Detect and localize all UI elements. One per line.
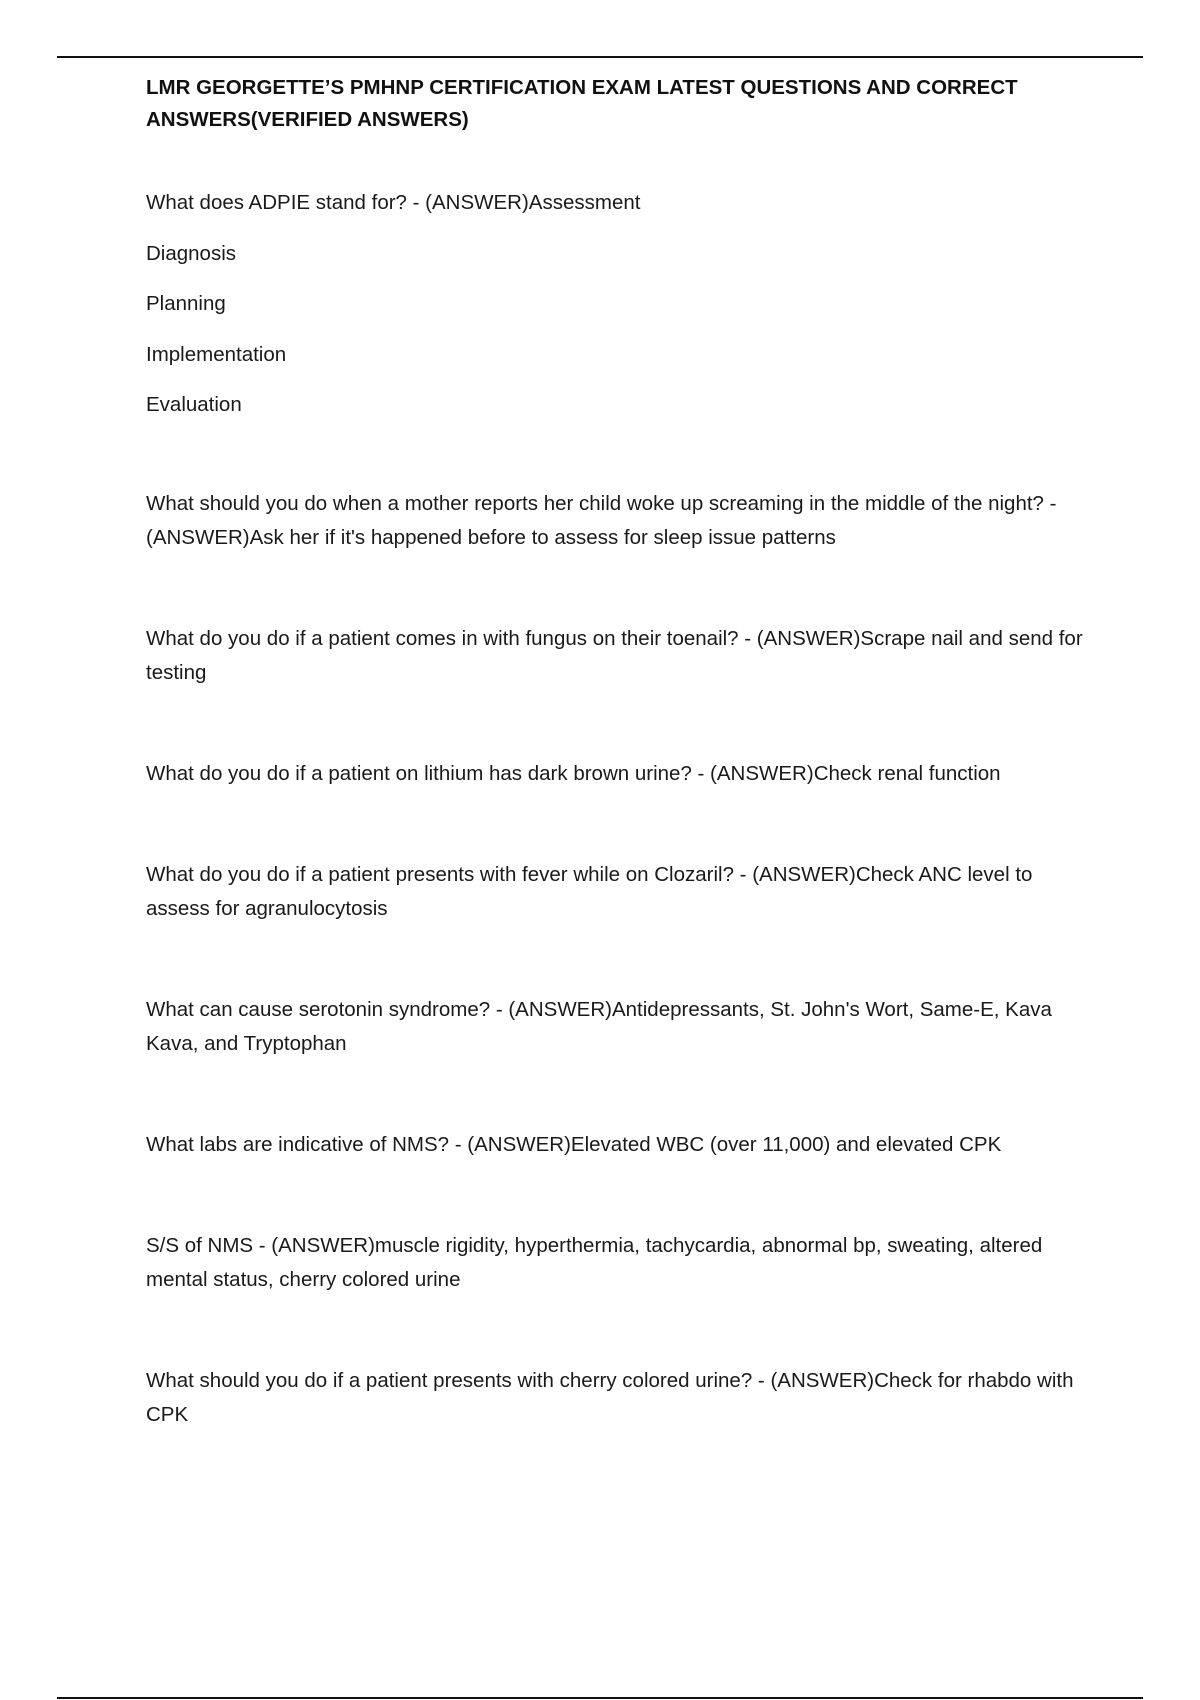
qa-item — [146, 1128, 1086, 1162]
document-title: LMR GEORGETTE’S PMHNP CERTIFICATION EXAM LATEST QUESTIONS AND CORRECT ANSWERS(VERIFIED ANSWERS) — [146, 76, 1018, 131]
qa-item — [146, 1229, 1086, 1297]
qa-text: What can cause serotonin syndrome? - (ANSWER)Antidepressants, St. John's Wort, Same-E, Kava Kava, and Tryptophan — [146, 998, 1052, 1055]
footer-rule — [57, 1697, 1143, 1699]
qa-text: What should you do when a mother reports her child woke up screaming in the middle of the night? - (ANSWER)Ask her if it's happened before to assess for sleep issue patterns — [146, 492, 1057, 549]
qa-line: Diagnosis — [146, 241, 237, 265]
qa-text: What do you do if a patient comes in with fungus on their toenail? - (ANSWER)Scrape nail and send for testing — [146, 627, 1083, 684]
qa-text: What should you do if a patient presents with cherry colored urine? - (ANSWER)Check for rhabdo with CPK — [146, 1369, 1074, 1426]
qa-item — [146, 993, 1086, 1061]
qa-text: What labs are indicative of NMS? - (ANSWER)Elevated WBC (over 11,000) and elevated CPK — [146, 1133, 1002, 1156]
qa-item-adpie — [146, 186, 1086, 422]
qa-text: What do you do if a patient presents with fever while on Clozaril? - (ANSWER)Check ANC level to assess for agranulocytosis — [146, 863, 1033, 920]
document-body — [146, 72, 1086, 1432]
header-rule — [57, 56, 1143, 58]
qa-line: Planning — [146, 292, 226, 315]
qa-text: What do you do if a patient on lithium has dark brown urine? - (ANSWER)Check renal function — [146, 762, 1001, 785]
qa-item — [146, 487, 1086, 555]
qa-line: What does ADPIE stand for? - (ANSWER)Assessment — [146, 191, 641, 214]
qa-item — [146, 1364, 1086, 1432]
qa-item — [146, 757, 1086, 791]
qa-text: S/S of NMS - (ANSWER)muscle rigidity, hyperthermia, tachycardia, abnormal bp, sweating, altered mental status, cherry colored urine — [146, 1234, 1043, 1291]
qa-item — [146, 858, 1086, 926]
qa-line: Evaluation — [146, 393, 242, 416]
qa-line: Implementation — [146, 342, 287, 366]
qa-item — [146, 622, 1086, 690]
